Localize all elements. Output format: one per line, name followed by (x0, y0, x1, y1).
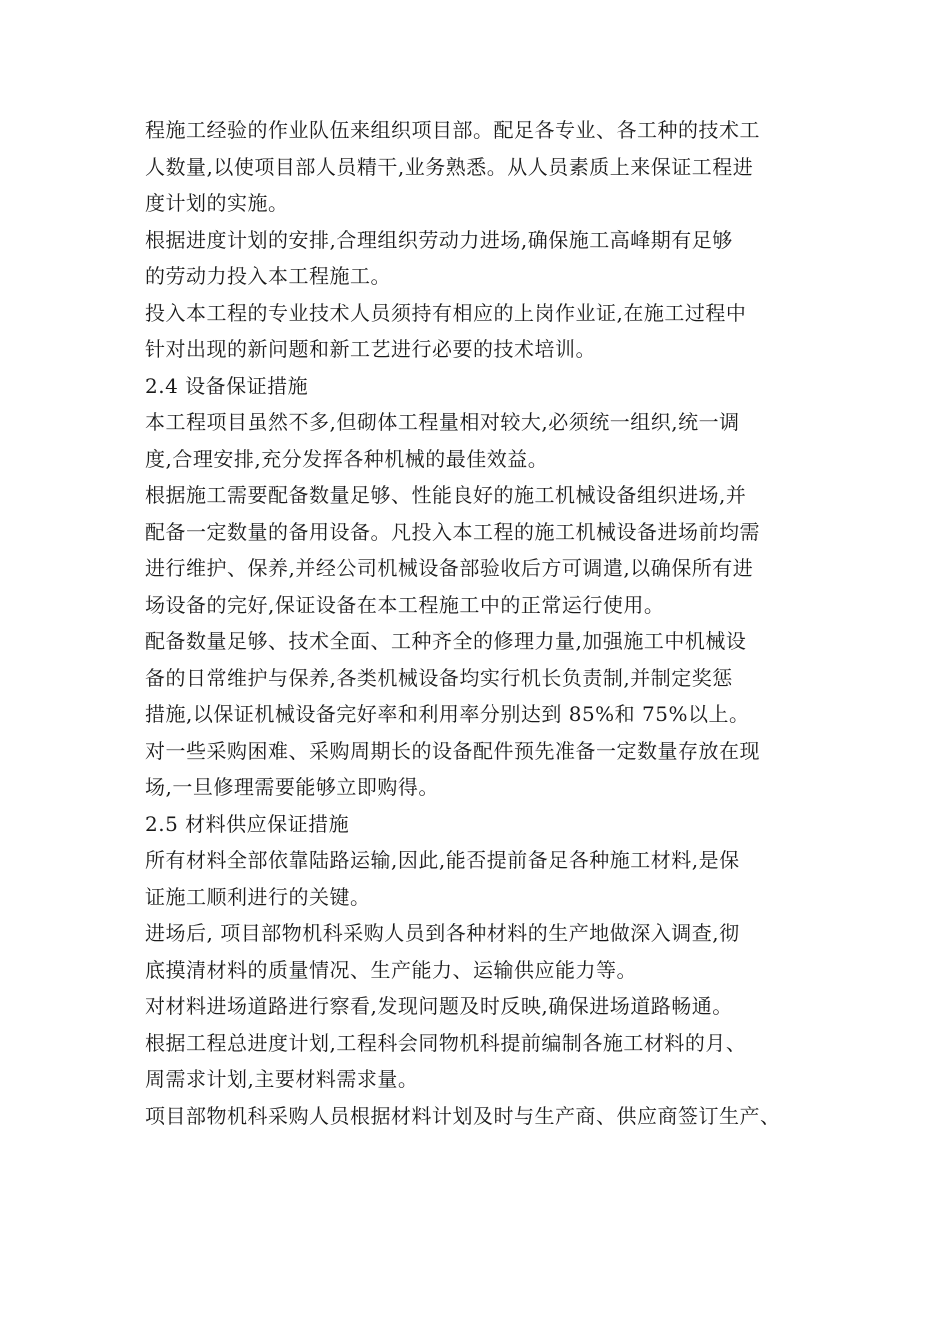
section-heading: 2.4 设备保证措施 (145, 373, 309, 398)
text-line: 所有材料全部依靠陆路运输,因此,能否提前备足各种施工材料,是保 (145, 848, 740, 872)
text-line: 周需求计划,主要材料需求量。 (145, 1067, 419, 1091)
text-line: 本工程项目虽然不多,但砌体工程量相对较大,必须统一组织,统一调 (145, 410, 740, 434)
text-line: 程施工经验的作业队伍来组织项目部。配足各专业、各工种的技术工 (145, 118, 760, 142)
text-line: 的劳动力投入本工程施工。 (145, 264, 391, 288)
text-line: 场设备的完好,保证设备在本工程施工中的正常运行使用。 (145, 592, 665, 617)
text-line: 根据进度计划的安排,合理组织劳动力进场,确保施工高峰期有足够 (145, 227, 733, 252)
text-line: 进行维护、保养,并经公司机械设备部验收后方可调遣,以确保所有进 (145, 556, 754, 580)
text-line: 针对出现的新问题和新工艺进行必要的技术培训。 (145, 337, 596, 361)
text-line: 投入本工程的专业技术人员须持有相应的上岗作业证,在施工过程中 (145, 300, 747, 325)
text-line: 备的日常维护与保养,各类机械设备均实行机长负责制,并制定奖惩 (145, 665, 733, 690)
text-line: 根据工程总进度计划,工程科会同物机科提前编制各施工材料的月、 (145, 1030, 747, 1055)
text-line: 项目部物机科采购人员根据材料计划及时与生产商、供应商签订生产、 (145, 1103, 781, 1128)
text-line: 配备数量足够、技术全面、工种齐全的修理力量,加强施工中机械设 (145, 629, 747, 653)
text-line: 根据施工需要配备数量足够、性能良好的施工机械设备组织进场,并 (145, 483, 747, 507)
text-line: 配备一定数量的备用设备。凡投入本工程的施工机械设备进场前均需 (145, 519, 760, 544)
text-line: 证施工顺利进行的关键。 (145, 884, 371, 909)
text-line: 度计划的实施。 (145, 191, 289, 215)
text-line: 底摸清材料的质量情况、生产能力、运输供应能力等。 (145, 957, 637, 982)
text-line: 对材料进场道路进行察看,发现问题及时反映,确保进场道路畅通。 (145, 994, 733, 1018)
section-heading: 2.5 材料供应保证措施 (145, 811, 350, 836)
text-line: 进场后, 项目部物机科采购人员到各种材料的生产地做深入调查,彻 (145, 921, 740, 945)
text-line: 措施,以保证机械设备完好率和利用率分别达到 85%和 75%以上。 (145, 702, 750, 726)
text-line: 人数量,以使项目部人员精干,业务熟悉。从人员素质上来保证工程进 (145, 154, 754, 179)
text-line: 度,合理安排,充分发挥各种机械的最佳效益。 (145, 446, 549, 471)
text-line: 对一些采购困难、采购周期长的设备配件预先准备一定数量存放在现 (145, 738, 760, 763)
body-text (145, 112, 825, 1134)
text-line: 场,一旦修理需要能够立即购得。 (145, 775, 439, 799)
